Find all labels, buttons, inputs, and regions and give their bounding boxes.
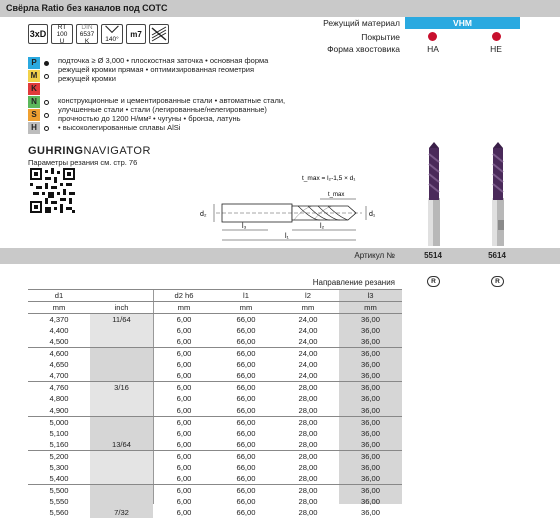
material-label: Режущий материал xyxy=(323,18,400,28)
table-row xyxy=(28,348,402,360)
table-cell: 4,600 xyxy=(28,348,90,360)
table-row xyxy=(28,496,402,507)
table-row xyxy=(28,462,402,473)
table-row xyxy=(28,393,402,404)
table-cell: 28,00 xyxy=(277,393,339,404)
table-cell: 36,00 xyxy=(339,507,402,518)
table-cell: 36,00 xyxy=(339,370,402,382)
chip-3xd: 3xD xyxy=(28,24,48,44)
table-cell: 28,00 xyxy=(277,507,339,518)
table-cell: 6,00 xyxy=(153,462,215,473)
table-cell xyxy=(90,370,153,382)
table-cell xyxy=(90,428,153,439)
iso-p-dot xyxy=(44,61,49,66)
material-value: VHM xyxy=(405,17,520,29)
unit-d1: mm xyxy=(28,302,90,314)
svg-text:t_max = l₂-1,5 × d₁: t_max = l₂-1,5 × d₁ xyxy=(302,175,356,182)
table-cell: 4,500 xyxy=(28,336,90,348)
table-cell: 28,00 xyxy=(277,416,339,428)
table-cell: 5,550 xyxy=(28,496,90,507)
chip-m7: m7 xyxy=(126,24,146,44)
table-cell: 28,00 xyxy=(277,496,339,507)
svg-text:d₂: d₂ xyxy=(200,211,207,218)
table-cell: 3/16 xyxy=(90,382,153,394)
table-cell: 24,00 xyxy=(277,336,339,348)
chip-rt100: RT 100 U xyxy=(51,24,73,44)
col-l2: l2 xyxy=(277,290,339,302)
artikel-5614[interactable]: 5614 xyxy=(482,251,512,260)
artikel-label: Артикул № xyxy=(300,251,395,260)
table-row xyxy=(28,405,402,417)
coating-dot-5514 xyxy=(428,32,437,41)
table-cell: 36,00 xyxy=(339,496,402,507)
table-cell: 28,00 xyxy=(277,450,339,462)
table-cell: 4,760 xyxy=(28,382,90,394)
iso-h: H xyxy=(28,122,40,134)
table-cell: 66,00 xyxy=(215,439,277,451)
col-d2: d2 h6 xyxy=(153,290,215,302)
table-cell: 66,00 xyxy=(215,428,277,439)
table-cell xyxy=(90,462,153,473)
shank-value-5514: HA xyxy=(418,44,448,54)
table-row xyxy=(28,416,402,428)
unit-l1: mm xyxy=(215,302,277,314)
table-cell: 6,00 xyxy=(153,496,215,507)
table-cell: 5,100 xyxy=(28,428,90,439)
table-cell: 24,00 xyxy=(277,325,339,336)
unit-d2: mm xyxy=(153,302,215,314)
table-cell: 5,200 xyxy=(28,450,90,462)
table-cell: 24,00 xyxy=(277,314,339,326)
point-angle-icon xyxy=(102,25,122,36)
table-cell: 66,00 xyxy=(215,336,277,348)
geometry-description: подточка ≥ Ø 3,000 • плоскостная заточка • основная форма режущей кромки прямая • оптимизированная геометрия режущей кромки xyxy=(58,56,308,83)
svg-text:l₁: l₁ xyxy=(285,233,290,240)
svg-text:t_max: t_max xyxy=(328,192,344,198)
guhring-navigator-logo: GUHRINGNAVIGATOR xyxy=(28,145,151,157)
table-cell: 28,00 xyxy=(277,428,339,439)
table-cell: 24,00 xyxy=(277,359,339,370)
qr-code-icon[interactable] xyxy=(30,168,75,213)
table-row xyxy=(28,359,402,370)
artikel-bar xyxy=(0,248,560,264)
table-row xyxy=(28,428,402,439)
table-cell xyxy=(90,393,153,404)
table-cell: 4,650 xyxy=(28,359,90,370)
table-row xyxy=(28,382,402,394)
table-cell: 36,00 xyxy=(339,336,402,348)
table-cell: 6,00 xyxy=(153,428,215,439)
table-cell: 6,00 xyxy=(153,370,215,382)
table-cell: 6,00 xyxy=(153,393,215,404)
table-cell xyxy=(90,416,153,428)
table-cell: 66,00 xyxy=(215,484,277,496)
spec-shank-row xyxy=(305,43,560,55)
table-cell: 28,00 xyxy=(277,405,339,417)
table-row xyxy=(28,450,402,462)
table-row xyxy=(28,439,402,451)
table-cell: 24,00 xyxy=(277,370,339,382)
table-cell: 66,00 xyxy=(215,496,277,507)
table-row xyxy=(28,325,402,336)
table-cell: 28,00 xyxy=(277,484,339,496)
table-cell: 36,00 xyxy=(339,314,402,326)
right-hand-icon-5614: R xyxy=(491,276,504,287)
table-cell: 24,00 xyxy=(277,348,339,360)
dimensions-table xyxy=(28,289,402,518)
table-cell xyxy=(90,336,153,348)
table-cell xyxy=(90,496,153,507)
table-cell xyxy=(90,359,153,370)
table-cell: 66,00 xyxy=(215,370,277,382)
table-row xyxy=(28,507,402,518)
table-cell: 66,00 xyxy=(215,462,277,473)
table-cell xyxy=(90,348,153,360)
chip-din: DIN 6537 K xyxy=(76,24,98,44)
iso-p: P xyxy=(28,57,40,69)
table-cell: 6,00 xyxy=(153,473,215,485)
table-cell: 5,300 xyxy=(28,462,90,473)
table-cell: 6,00 xyxy=(153,484,215,496)
table-cell: 5,000 xyxy=(28,416,90,428)
table-row xyxy=(28,370,402,382)
cutting-direction-label: Направление резания xyxy=(300,278,395,287)
table-cell: 28,00 xyxy=(277,462,339,473)
svg-text:l₂: l₂ xyxy=(320,223,325,230)
table-cell: 13/64 xyxy=(90,439,153,451)
table-cell: 28,00 xyxy=(277,473,339,485)
table-cell: 5,160 xyxy=(28,439,90,451)
drill-drawing xyxy=(190,168,390,248)
iso-s-dot xyxy=(44,113,49,118)
table-cell: 5,560 xyxy=(28,507,90,518)
table-cell: 4,400 xyxy=(28,325,90,336)
table-cell: 66,00 xyxy=(215,382,277,394)
table-cell xyxy=(90,484,153,496)
table-cell xyxy=(90,325,153,336)
table-cell: 4,900 xyxy=(28,405,90,417)
chip-no-coolant xyxy=(149,24,169,44)
iso-m-dot xyxy=(44,74,49,79)
table-cell: 66,00 xyxy=(215,473,277,485)
table-cell: 66,00 xyxy=(215,348,277,360)
shank-value-5614: HE xyxy=(481,44,511,54)
table-cell: 6,00 xyxy=(153,382,215,394)
iso-n: N xyxy=(28,96,40,108)
page-title: Свёрла Ratio без каналов под СОТС xyxy=(6,3,167,13)
table-cell: 66,00 xyxy=(215,450,277,462)
unit-inch: inch xyxy=(90,302,153,314)
shank-label: Форма хвостовика xyxy=(327,44,400,54)
table-cell: 6,00 xyxy=(153,439,215,451)
table-cell xyxy=(90,405,153,417)
table-cell: 36,00 xyxy=(339,473,402,485)
table-cell: 6,00 xyxy=(153,416,215,428)
table-cell: 66,00 xyxy=(215,416,277,428)
table-cell: 36,00 xyxy=(339,428,402,439)
iso-h-dot xyxy=(44,126,49,131)
table-cell: 36,00 xyxy=(339,348,402,360)
table-cell: 6,00 xyxy=(153,348,215,360)
svg-text:l₃: l₃ xyxy=(242,223,247,230)
iso-m: M xyxy=(28,70,40,82)
table-cell: 6,00 xyxy=(153,450,215,462)
table-cell: 36,00 xyxy=(339,393,402,404)
unit-l3: mm xyxy=(339,302,402,314)
unit-l2: mm xyxy=(277,302,339,314)
table-cell: 6,00 xyxy=(153,336,215,348)
svg-text:d₁: d₁ xyxy=(369,211,376,218)
table-cell: 36,00 xyxy=(339,416,402,428)
cutting-params-reference[interactable]: Параметры резания см. стр. 76 xyxy=(28,158,137,167)
table-cell: 36,00 xyxy=(339,439,402,451)
table-cell: 66,00 xyxy=(215,325,277,336)
table-body xyxy=(28,314,402,518)
artikel-5514[interactable]: 5514 xyxy=(418,251,448,260)
material-description: конструкционные и цементированные стали • автоматные стали, улучшенные стали • стали (легированные/нелегированные) прочностью до 1200 Н/мм² • чугуны • бронза, латунь • высоколегированные сплавы AlSi xyxy=(58,96,308,132)
table-cell: 66,00 xyxy=(215,314,277,326)
table-cell: 11/64 xyxy=(90,314,153,326)
table-cell: 6,00 xyxy=(153,405,215,417)
col-l1: l1 xyxy=(215,290,277,302)
chip-point-angle: 140° xyxy=(101,24,123,44)
table-cell: 6,00 xyxy=(153,359,215,370)
iso-n-dot xyxy=(44,100,49,105)
table-cell: 6,00 xyxy=(153,507,215,518)
table-cell: 66,00 xyxy=(215,507,277,518)
coating-dot-5614 xyxy=(492,32,501,41)
table-cell: 28,00 xyxy=(277,382,339,394)
table-cell: 6,00 xyxy=(153,314,215,326)
table-cell: 5,400 xyxy=(28,473,90,485)
spec-material-row xyxy=(305,17,560,29)
spec-coating-row xyxy=(305,31,560,43)
table-cell xyxy=(90,450,153,462)
table-cell: 36,00 xyxy=(339,325,402,336)
iso-s: S xyxy=(28,109,40,121)
table-cell: 66,00 xyxy=(215,359,277,370)
col-l3: l3 xyxy=(339,290,402,302)
table-cell: 36,00 xyxy=(339,484,402,496)
table-cell: 6,00 xyxy=(153,325,215,336)
table-cell: 36,00 xyxy=(339,462,402,473)
table-row xyxy=(28,336,402,348)
col-inch-header xyxy=(90,290,153,302)
table-cell: 36,00 xyxy=(339,359,402,370)
table-cell: 36,00 xyxy=(339,382,402,394)
table-row xyxy=(28,484,402,496)
table-cell: 66,00 xyxy=(215,405,277,417)
table-cell: 4,800 xyxy=(28,393,90,404)
table-row xyxy=(28,473,402,485)
table-cell: 28,00 xyxy=(277,439,339,451)
table-cell: 36,00 xyxy=(339,405,402,417)
table-cell: 4,370 xyxy=(28,314,90,326)
col-d1: d1 xyxy=(28,290,90,302)
drill-image-5614 xyxy=(484,140,510,248)
table-cell: 36,00 xyxy=(339,450,402,462)
iso-k: K xyxy=(28,83,40,95)
no-coolant-icon xyxy=(150,26,168,42)
right-hand-icon-5514: R xyxy=(427,276,440,287)
drill-image-5514 xyxy=(420,140,446,248)
table-row xyxy=(28,314,402,326)
table-cell xyxy=(90,473,153,485)
table-cell: 66,00 xyxy=(215,393,277,404)
table-cell: 7/32 xyxy=(90,507,153,518)
coating-label: Покрытие xyxy=(361,32,400,42)
table-cell: 4,700 xyxy=(28,370,90,382)
table-cell: 5,500 xyxy=(28,484,90,496)
